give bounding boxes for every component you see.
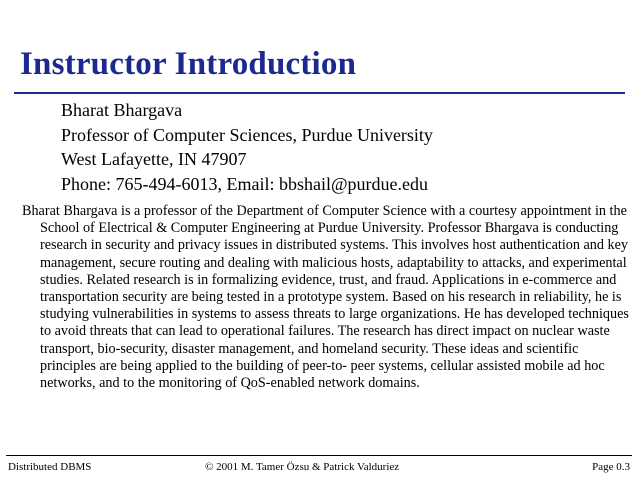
contact-block	[61, 98, 433, 196]
instructor-bio: Bharat Bhargava is a professor of the Department of Computer Science with a courtesy appointment in the School of Electrical & Computer Engineering at Purdue University. Professor Bhargava is conducting research in security and privacy issues in distributed systems. This involves host authentication and key management, secure routing and dealing with malicious hosts, adaptability to attacks, and experimental studies. Related research is in formalizing evidence, trust, and fraud. Applications in e-commerce and transportation security are being tested in a prototype system. Based on his research in reliability, he is studying vulnerabilities in systems to assess threats to large organizations. He has developed techniques to avoid threats that can lead to operational failures. The research has direct impact on nuclear waste transport, bio-security, disaster management, and homeland security. These ideas and scientific principles are being applied to the building of peer-to- peer systems, cellular assisted mobile ad hoc networks, and to the monitoring of QoS-enabled network domains.	[22, 203, 629, 392]
footer-course: Distributed DBMS	[8, 461, 92, 473]
instructor-position: Professor of Computer Sciences, Purdue University	[61, 124, 433, 145]
footer-page-number: Page 0.3	[592, 461, 630, 473]
footer-copyright: © 2001 M. Tamer Özsu & Patrick Valduriez	[205, 461, 400, 473]
slide-title: Instructor Introduction	[20, 46, 357, 82]
title-divider	[14, 92, 625, 94]
instructor-phone-email: Phone: 765-494-6013, Email: bbshail@purdue.edu	[61, 173, 429, 194]
instructor-location: West Lafayette, IN 47907	[61, 149, 247, 169]
instructor-name: Bharat Bhargava	[61, 100, 183, 120]
footer-divider	[6, 455, 632, 456]
